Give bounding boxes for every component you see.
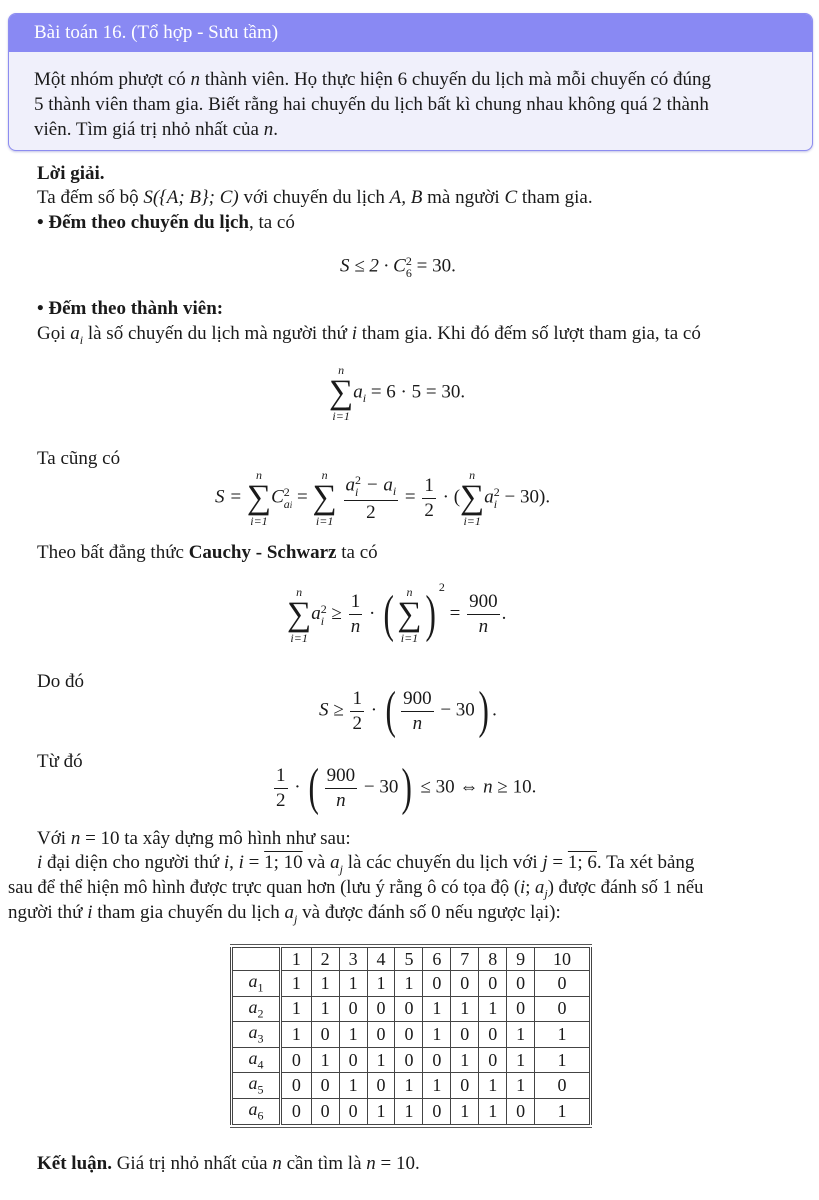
rest-b: ≥ 10. [492, 776, 537, 798]
table-top-rule [230, 944, 592, 945]
term: a [353, 381, 363, 403]
table-cell: 0 [281, 1047, 312, 1073]
table-cell: 0 [507, 996, 535, 1022]
c-subsub: i [289, 500, 293, 510]
column-header: 4 [367, 948, 395, 971]
table-cell: 1 [423, 1073, 451, 1099]
numerator: 1 [274, 766, 288, 789]
text: là các chuyến du lịch với [342, 852, 543, 873]
column-header: 2 [311, 948, 339, 971]
denominator: n [336, 789, 346, 811]
bold-text: Cauchy - Schwarz [188, 542, 337, 563]
equation-4 [287, 580, 506, 644]
problem-line-1 [34, 67, 794, 92]
math-expr: C [504, 187, 518, 208]
text: Với [37, 828, 71, 849]
fraction [325, 766, 358, 811]
bullet-bold: • Đếm theo chuyến du lịch [37, 212, 249, 233]
table-cell: 0 [423, 1098, 451, 1124]
sum-symbol [460, 469, 484, 527]
math-var: n [263, 119, 274, 140]
conclusion-label: Kết luận. [37, 1153, 112, 1174]
table-cell: 1 [339, 971, 367, 997]
math-var: n [70, 828, 81, 849]
range: 1; 6 [567, 852, 597, 873]
sum-symbol [247, 469, 271, 527]
fraction [349, 592, 363, 637]
table-cell: 1 [367, 971, 395, 997]
table-cell: 0 [339, 996, 367, 1022]
denominator: 2 [352, 712, 362, 734]
text: viên. Tìm giá trị nhỏ nhất của [34, 119, 264, 140]
table-row [232, 1022, 591, 1048]
text: = 10 ta xây dựng mô hình như sau: [80, 828, 351, 849]
c-sup: 2 [283, 485, 290, 499]
sum-upper: n [321, 468, 328, 482]
c-sub: a [283, 497, 290, 511]
text: người thứ [8, 902, 88, 923]
text: . Ta xét bảng [596, 852, 695, 873]
text: và được đánh số 0 nếu ngược lại): [297, 902, 561, 923]
table-bottom-rule [230, 1127, 592, 1128]
sigma: ∑ [329, 374, 354, 411]
denominator: 2 [276, 789, 286, 811]
table-cell: 1 [281, 1022, 312, 1048]
table-cell: 1 [367, 1098, 395, 1124]
math-var: a [284, 902, 295, 923]
problem-line-2: 5 thành viên tham gia. Biết rằng hai chuyến du lịch bất kì chung nhau không quá 2 thành [34, 94, 709, 115]
sigma: ∑ [312, 479, 337, 516]
numerator: 900 [467, 592, 500, 615]
math-var: i [238, 852, 244, 873]
row-label: a [248, 1098, 258, 1119]
text: với chuyến du lịch [238, 187, 390, 208]
table-cell: 0 [367, 996, 395, 1022]
denominator: n [350, 616, 361, 638]
eq-sup: 2 [405, 254, 412, 268]
table-cell: 0 [311, 1022, 339, 1048]
sigma: ∑ [460, 479, 485, 516]
table-cell: 1 [281, 996, 312, 1022]
problem-statement [34, 67, 794, 142]
table-cell: 0 [479, 971, 507, 997]
period: . [492, 699, 497, 721]
math-expr: S({A; B}; C) [143, 187, 239, 208]
table-cell: 0 [479, 1047, 507, 1073]
text: = [547, 852, 568, 873]
math-var: i [37, 852, 43, 873]
table-cell: 0 [339, 1098, 367, 1124]
table-cell: 0 [507, 1098, 535, 1124]
text: . [273, 119, 278, 140]
table-cell: 1 [311, 996, 339, 1022]
row-label-sub: 5 [257, 1082, 264, 1097]
table-cell: 0 [507, 971, 535, 997]
column-header: 5 [395, 948, 423, 971]
table-cell: 1 [423, 1022, 451, 1048]
text: tham gia. Khi đó đếm số lượt tham gia, ta có [357, 323, 701, 344]
sum-symbol [397, 586, 421, 644]
table-cell: 0 [535, 996, 591, 1022]
table-corner-cell [232, 948, 281, 971]
minus-30: − 30 [359, 776, 399, 798]
heading-text: Lời giải. [37, 163, 105, 184]
table-cell: 1 [451, 1047, 479, 1073]
numerator: 1 [350, 689, 364, 712]
math-var: n [190, 69, 201, 90]
sum-lower: i=1 [463, 514, 481, 528]
a2-sub: i [493, 497, 498, 511]
right-paren: ) [401, 759, 413, 816]
table-cell: 0 [367, 1022, 395, 1048]
table-cell: 1 [395, 1098, 423, 1124]
table-cell: 0 [451, 1073, 479, 1099]
right-paren: ) [425, 585, 436, 643]
numerator: 1 [422, 476, 436, 499]
row-header [232, 1047, 281, 1073]
text: là số chuyến du lịch mà người thứ [83, 323, 352, 344]
table-cell: 1 [395, 1073, 423, 1099]
a2-sup: 2 [493, 485, 500, 499]
problem-line-3 [34, 117, 794, 142]
text: Một nhóm phượt có [34, 69, 191, 90]
row-label-sub: 1 [257, 980, 264, 995]
table-cell: 1 [311, 1047, 339, 1073]
sum-upper: n [469, 468, 476, 482]
row-header [232, 971, 281, 997]
table-grid [230, 947, 592, 1125]
left-paren: ( [308, 759, 320, 816]
table-cell: 0 [339, 1047, 367, 1073]
fraction [274, 766, 288, 811]
math-var: i [351, 323, 358, 344]
row-header [232, 1022, 281, 1048]
eq-rhs: = 6 · 5 = 30. [366, 381, 466, 403]
table-cell: 0 [311, 1073, 339, 1099]
sum-lower: i=1 [400, 630, 419, 645]
num-sub2: i [392, 483, 397, 498]
text: và [302, 852, 331, 873]
row-header [232, 996, 281, 1022]
text: tham gia chuyến du lịch [92, 902, 285, 923]
column-header: 3 [339, 948, 367, 971]
range: 1; 10 [264, 852, 303, 873]
table-cell: 0 [367, 1073, 395, 1099]
text: ) được đánh số 1 nếu [547, 877, 704, 898]
text: đại diện cho người thứ [42, 852, 224, 873]
math-var: a [535, 877, 545, 898]
power: 2 [438, 580, 445, 594]
problem-title: Bài toán 16. (Tổ hợp - Sưu tầm) [9, 14, 812, 52]
table-cell: 0 [535, 971, 591, 997]
equals: = [400, 486, 421, 508]
term-sub: i [362, 391, 367, 406]
table-cell: 1 [507, 1022, 535, 1048]
table-cell: 0 [281, 1073, 312, 1099]
row-header [232, 1073, 281, 1099]
table-cell: 1 [479, 996, 507, 1022]
left-paren: ( [383, 585, 394, 643]
numerator: 900 [401, 689, 434, 712]
sub: i [320, 613, 325, 628]
sum-symbol [313, 469, 337, 527]
table-cell: 1 [479, 1073, 507, 1099]
numerator [344, 474, 399, 501]
sum-lower: i=1 [250, 514, 268, 528]
math-sub: j [544, 886, 548, 901]
equation-2 [329, 364, 465, 422]
left-paren: ( [385, 682, 396, 739]
text: Giá trị nhỏ nhất của [111, 1153, 273, 1174]
sum-symbol [329, 364, 353, 422]
table-row [232, 1047, 591, 1073]
denominator: n [478, 616, 489, 638]
table-cell: 1 [395, 971, 423, 997]
text: Gọi [37, 323, 71, 344]
sum-symbol [287, 586, 311, 644]
bullet-bold: • Đếm theo thành viên: [37, 298, 224, 319]
numerator: 900 [325, 766, 358, 789]
solution-heading [37, 162, 105, 186]
table-cell: 1 [339, 1073, 367, 1099]
math-var: n [366, 1153, 376, 1174]
bullet-count-members [37, 297, 223, 321]
math-sub: j [339, 861, 343, 876]
table-cell: 1 [535, 1047, 591, 1073]
paragraph-7 [37, 827, 351, 851]
denominator: 2 [424, 499, 434, 521]
sum-lower: i=1 [332, 409, 350, 423]
math-sub: i [79, 332, 84, 347]
table-cell: 1 [479, 1098, 507, 1124]
table-cell: 1 [423, 996, 451, 1022]
paragraph-10 [8, 901, 561, 931]
conclusion [37, 1152, 420, 1176]
table-cell: 0 [451, 971, 479, 997]
table-cell: 1 [451, 996, 479, 1022]
math-expr: A, B [389, 187, 423, 208]
equation-6 [272, 759, 537, 816]
paragraph-3: Ta cũng có [37, 448, 121, 469]
column-header: 9 [507, 948, 535, 971]
equals: = [292, 486, 313, 508]
eq-sub: 6 [405, 266, 412, 280]
table-cell: 0 [395, 996, 423, 1022]
sum-upper: n [406, 584, 413, 599]
table-cell: 0 [311, 1098, 339, 1124]
column-header: 7 [451, 948, 479, 971]
row-label-sub: 2 [257, 1006, 264, 1021]
table-cell: 0 [423, 971, 451, 997]
sigma: ∑ [397, 595, 422, 633]
row-label: a [248, 1073, 258, 1094]
table-row [232, 1098, 591, 1124]
solution-intro [37, 186, 593, 210]
math-var: i [87, 902, 93, 923]
table-row [232, 1073, 591, 1099]
text: Ta đếm số bộ [37, 187, 144, 208]
column-header: 10 [535, 948, 591, 971]
dot: · [289, 776, 306, 798]
text: ta có [336, 542, 378, 563]
table-cell: 1 [281, 971, 312, 997]
row-label: a [248, 1022, 258, 1043]
sigma: ∑ [246, 479, 272, 516]
paragraph-2 [37, 322, 701, 352]
table-cell: 1 [507, 1047, 535, 1073]
sum-lower: i=1 [290, 630, 308, 645]
text: = 10. [375, 1153, 420, 1174]
table-cell: 1 [451, 1098, 479, 1124]
text: , [229, 852, 239, 873]
numerator: 1 [349, 592, 363, 615]
num-sup: 2 [355, 472, 361, 487]
equals: = [444, 603, 466, 624]
table-cell: 0 [281, 1098, 312, 1124]
row-label: a [248, 1047, 258, 1068]
text: Theo bất đẳng thức [37, 542, 189, 563]
period: . [501, 603, 507, 624]
problem-box [8, 13, 813, 151]
text: sau để thể hiện mô hình được trực quan hơn (lưu ý rằng ô có tọa độ ( [8, 877, 521, 898]
dot: · [365, 699, 382, 721]
text: , ta có [248, 212, 295, 233]
num-rest: − a [361, 473, 393, 495]
table-cell: 1 [367, 1047, 395, 1073]
row-label-sub: 4 [257, 1057, 264, 1072]
table-cell: 0 [395, 1047, 423, 1073]
paragraph-6: Từ đó [37, 751, 83, 772]
minus-30: − 30 [435, 699, 475, 721]
row-header [232, 1098, 281, 1124]
fraction [344, 474, 399, 523]
text: ; [525, 877, 536, 898]
paragraph-5: Do đó [37, 671, 84, 692]
num-sub: i [355, 484, 359, 499]
fraction [350, 689, 364, 734]
table-header-row [232, 948, 591, 971]
table-row [232, 971, 591, 997]
text: cần tìm là [281, 1153, 367, 1174]
table-cell: 1 [311, 971, 339, 997]
sigma: ∑ [287, 595, 312, 633]
eq-rhs: = 30. [411, 255, 456, 277]
denominator: 2 [366, 501, 376, 523]
fraction [467, 592, 500, 637]
math-var: i [223, 852, 230, 873]
table-cell: 1 [507, 1073, 535, 1099]
text: thành viên. Họ thực hiện 6 chuyến du lịch mà mỗi chuyến có đúng [200, 69, 712, 90]
math-var: a [70, 323, 80, 344]
math-var: n [272, 1153, 282, 1174]
table-cell: 1 [339, 1022, 367, 1048]
a2: a [484, 486, 494, 508]
math-var: a [330, 852, 340, 873]
term: a [311, 603, 321, 624]
eq-s: S = [215, 486, 247, 508]
table-cell: 0 [395, 1022, 423, 1048]
table-cell: 0 [535, 1073, 591, 1099]
participation-table [230, 944, 592, 1130]
eq-lhs: S ≤ 2 · C [340, 255, 406, 277]
sum-upper: n [255, 468, 262, 482]
table-cell: 0 [479, 1022, 507, 1048]
dot: · [364, 603, 381, 624]
math-sub: j [294, 911, 298, 926]
column-header: 6 [423, 948, 451, 971]
geq: ≥ [326, 603, 347, 624]
math-var: n [483, 776, 493, 798]
column-header: 8 [479, 948, 507, 971]
equation-3 [215, 469, 550, 527]
text: tham gia. [517, 187, 593, 208]
tail: − 30). [499, 486, 551, 508]
rest-a: ≤ 30 ⇔ [415, 776, 484, 798]
table-cell: 1 [535, 1098, 591, 1124]
math-var: j [542, 852, 548, 873]
equation-5 [319, 682, 497, 739]
text: = [243, 852, 265, 873]
bullet-count-trips [37, 211, 295, 235]
dot-paren: · ( [437, 486, 461, 508]
table-row [232, 996, 591, 1022]
text: mà người [422, 187, 505, 208]
table-cell: 1 [535, 1022, 591, 1048]
equation-1 [340, 255, 456, 279]
table-cell: 0 [423, 1047, 451, 1073]
table-cell: 0 [451, 1022, 479, 1048]
math-var: i [520, 877, 526, 898]
row-label-sub: 6 [257, 1108, 264, 1123]
fraction [401, 689, 434, 734]
row-label-sub: 3 [257, 1031, 264, 1046]
column-header: 1 [281, 948, 312, 971]
paragraph-4 [37, 541, 378, 565]
eq-s: S ≥ [319, 699, 349, 721]
sup: 2 [320, 601, 327, 616]
denominator: n [412, 712, 423, 734]
right-paren: ) [478, 682, 489, 739]
row-label: a [248, 996, 258, 1017]
num-a: a [345, 473, 355, 495]
row-label: a [248, 971, 258, 991]
sum-upper: n [296, 584, 303, 599]
sum-lower: i=1 [315, 514, 334, 528]
fraction-half [422, 476, 436, 521]
sum-upper: n [338, 363, 345, 377]
binom-c: C [271, 486, 284, 508]
